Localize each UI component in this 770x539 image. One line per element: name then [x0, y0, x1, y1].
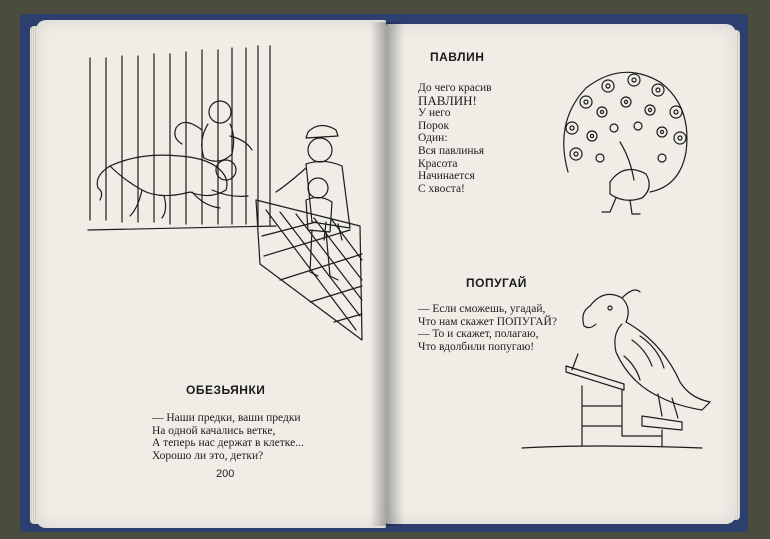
parrot-heading: ПОПУГАЙ — [466, 276, 527, 290]
railing-fence — [256, 200, 362, 340]
poem-line: Вся павлинья — [418, 144, 485, 157]
poem-line: Хорошо ли это, детки? — [152, 449, 264, 462]
poem-line: — То и скажет, полагаю, — [418, 328, 539, 341]
monkeys-poem — [152, 412, 304, 462]
parrot-head — [590, 294, 628, 322]
page-number: 200 — [216, 468, 235, 480]
poem-line: Что вдолбили попугаю! — [418, 340, 535, 353]
monkey-walking — [97, 155, 248, 218]
monkeys-heading: ОБЕЗЬЯНКИ — [186, 383, 266, 397]
parrot — [583, 290, 710, 418]
peacock-illustration — [550, 62, 700, 222]
monkeys-cage-illustration — [80, 40, 380, 355]
poem-line: Красота — [418, 157, 458, 170]
poem-line: А теперь нас держат в клетке... — [152, 437, 304, 450]
poem-line: ПАВЛИН! — [418, 92, 477, 108]
parrot-at-desk-illustration — [512, 286, 722, 461]
poem-line: Начинается — [418, 170, 475, 183]
poem-line: У него — [418, 107, 451, 120]
poem-line: До чего красив — [418, 82, 492, 94]
school-desk — [522, 354, 702, 448]
tail-fan-outline — [564, 72, 687, 192]
peacock-neck — [620, 142, 634, 180]
peacock-heading: ПАВЛИН — [430, 50, 485, 64]
parrot-beak — [583, 306, 596, 328]
poem-line: На одной качались ветке, — [152, 424, 276, 437]
poem-line: Что нам скажет ПОПУГАЙ? — [418, 315, 557, 328]
poem-line: — Наши предки, ваши предки — [152, 412, 301, 424]
peacock-body — [610, 170, 649, 201]
poem-line: — Если сможешь, угадай, — [418, 303, 546, 315]
peacock-poem — [418, 82, 492, 195]
cage-bars — [88, 46, 276, 230]
poem-line: Порок — [418, 119, 450, 132]
poem-line: Один: — [418, 132, 448, 145]
poem-line: С хвоста! — [418, 182, 465, 195]
tail-eyes — [566, 74, 686, 162]
